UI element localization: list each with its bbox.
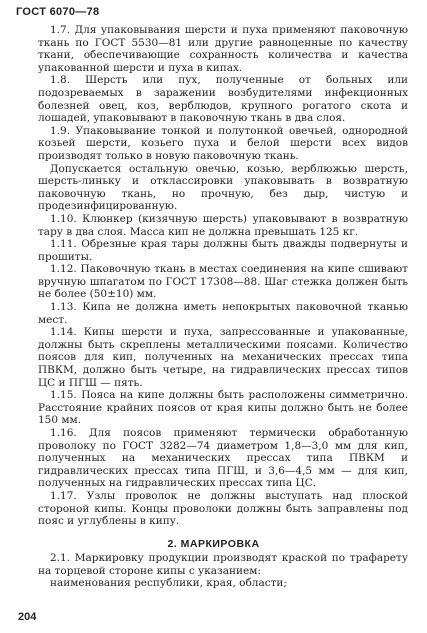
paragraph-1-8: 1.8. Шерсть или пух, полученные от больных или подозреваемых в заражении возбудителями инфекционных болезней овец, коз, верблюдов, крупного рогатого скота и лошадей, упаковывают в паковочную ткань в два слоя. <box>38 74 408 125</box>
paragraph-1-17: 1.17. Узлы проволок не должны выступать над плоской стороной кипы. Концы проволоки должны быть заправлены под пояс и углублены в кипу. <box>38 489 408 528</box>
section-title: 2. МАРКИРОВКА <box>167 538 260 550</box>
paragraph-1-9: 1.9. Упаковывание тонкой и полутонкой овечьей, однородной козьей шерсти, козьего пуха и белой шерсти всех видов производят только в новую паковочную ткань. <box>38 124 408 162</box>
section-body-text <box>38 552 408 590</box>
paragraph-1-15: 1.15. Пояса на кипе должны быть расположены симметрично. Расстояние крайних поясов от края кипы должно быть не более 150 мм. <box>38 389 408 427</box>
paragraph-2-1: 2.1. Маркировку продукции производят краской по трафарету на торцевой стороне кипы с указанием: <box>38 552 408 577</box>
paragraph-1-12: 1.12. Паковочную ткань в местах соединения на кипе сшивают вручную шпагатом по ГОСТ 17308—88. Шаг стежка должен быть не более (50±10) мм. <box>38 263 408 301</box>
paragraph-1-10: 1.10. Клюнкер (кизячную шерсть) упаковывают в возвратную тару в два слоя. Масса кип не должна превышать 125 кг. <box>38 212 408 238</box>
page-header: ГОСТ 6070—78 <box>16 6 100 18</box>
paragraph-1-7: 1.7. Для упаковывания шерсти и пуха применяют паковочную ткань по ГОСТ 5530—81 или другие равноценные по качеству ткани, обеспечивающие сохранность количества и качества упакованной шерсти и пуха в кипах. <box>38 24 408 74</box>
paragraph-1-11: 1.11. Обрезные края тары должны быть дважды подвернуты и прошиты. <box>38 238 408 263</box>
page-number: 204 <box>18 611 37 623</box>
paragraph-1-14: 1.14. Кипы шерсти и пуха, запрессованные и упакованные, должны быть скреплены металлическими поясами. Количество поясов для кип, полученных на механических прессах типа ПВКМ, должно быть четыре, на гидравлических прессах типов ЦС и ПГШ — пять. <box>38 326 408 389</box>
paragraph-1-13: 1.13. Кипа не должна иметь непокрытых паковочной тканью мест. <box>38 301 408 326</box>
body-text <box>38 24 408 528</box>
paragraph-2-1-item: наименования республики, края, области; <box>50 577 287 590</box>
paragraph-1-9-continued: Допускается остальную овечью, козью, верблюжью шерсть, шерсть-линьку и отклассировки упаковывать в возвратную паковочную ткань, но прочную, без дыр, чистую и продезинфицированную. <box>38 162 408 213</box>
paragraph-1-16: 1.16. Для поясов применяют термически обработанную проволоку по ГОСТ 3282—74 диаметром 1,8—3,0 мм для кип, полученных на механических прессах типа ПВКМ и гидравлических прессах типа ПГШ, и 3,6—4,5 мм — для кип, полученных на гидравлических прессах типа ЦС. <box>38 427 408 490</box>
